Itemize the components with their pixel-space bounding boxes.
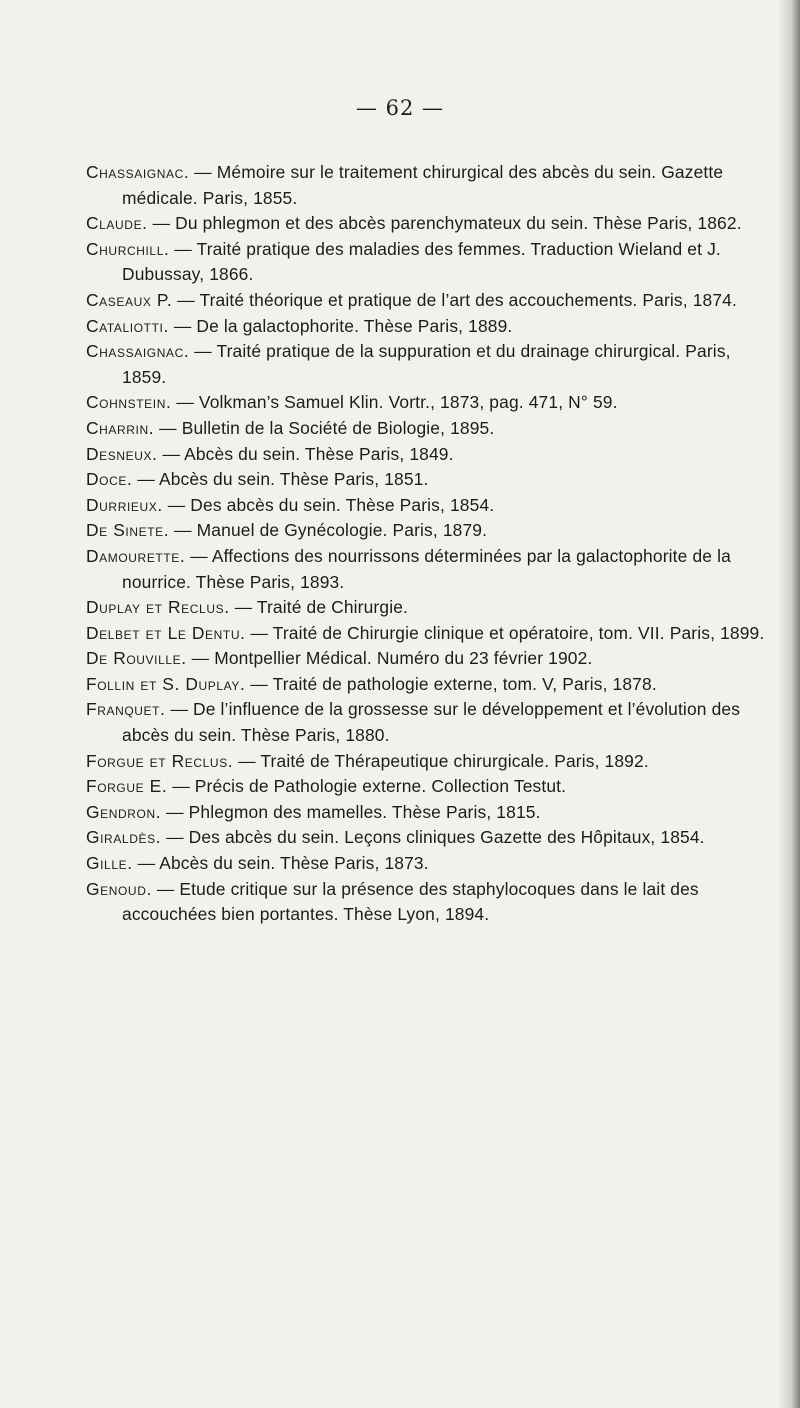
bibliography-entry (86, 877, 776, 928)
bibliography-entry (86, 339, 776, 390)
entry-text: — Des abcès du sein. Leçons cliniques Gazette des Hôpitaux, 1854. (161, 827, 705, 848)
entry-text: — Mémoire sur le traitement chirurgical des abcès du sein. Gazette médicale. Paris, 1855. (122, 162, 724, 208)
entry-author: Cohnstein. (86, 392, 172, 413)
entry-text: — Bulletin de la Société de Biologie, 1895. (154, 417, 495, 438)
bibliography-entry (86, 288, 776, 314)
entry-author: Caseaux P. (86, 289, 173, 310)
bibliography-entry (86, 621, 776, 647)
entry-text: — Affections des nourrissons déterminées par la galactophorite de la nourrice. Thèse Paris, 1893. (122, 545, 731, 592)
entry-author: Doce. (86, 469, 133, 490)
entry-text: — Etude critique sur la présence des staphylocoques dans le lait des accouchées bien portantes. Thèse Lyon, 1894. (122, 878, 699, 925)
entry-author: Giraldès. (86, 827, 162, 848)
bibliography-entry (86, 800, 776, 826)
entry-text: — Abcès du sein. Thèse Paris, 1873. (132, 853, 429, 874)
entry-author: De Rouville. (86, 648, 187, 669)
entry-text: — Traité pratique des maladies des femmes. Traduction Wieland et J. Dubussay, 1866. (122, 238, 721, 285)
bibliography-entry (86, 314, 776, 340)
bibliography-entry (86, 646, 776, 672)
entry-author: Claude. (86, 213, 148, 234)
entry-author: Duplay et Reclus. (86, 597, 230, 618)
entry-text: — Abcès du sein. Thèse Paris, 1851. (132, 469, 429, 490)
bibliography-entry (86, 851, 776, 877)
bibliography-entry (86, 493, 776, 519)
entry-text: — Traité de pathologie externe, tom. V, Paris, 1878. (245, 673, 657, 694)
bibliography-entry (86, 467, 776, 493)
entry-text: — Abcès du sein. Thèse Paris, 1849. (157, 443, 454, 464)
entry-text: — Manuel de Gynécologie. Paris, 1879. (169, 520, 488, 541)
bibliography-entry (86, 518, 776, 544)
bibliography-entry (86, 390, 776, 416)
entry-author: Chassaignac. (86, 162, 190, 182)
entry-author: Follin et S. Duplay. (86, 673, 246, 694)
entry-text: — De l’influence de la grossesse sur le développement et l’évolution des abcès du sein. Thèse Paris, 1880. (122, 699, 741, 746)
entry-text: — Traité de Chirurgie. (229, 597, 409, 618)
entry-author: Churchill. (86, 238, 170, 259)
entry-author: Gendron. (86, 801, 162, 822)
bibliography-entry (86, 749, 776, 775)
entry-author: Chassaignac. (86, 341, 190, 362)
entry-text: — Des abcès du sein. Thèse Paris, 1854. (162, 494, 495, 515)
bibliography-entry (86, 825, 776, 851)
entry-author: Cataliotti. (86, 315, 169, 336)
bibliography-entry (86, 211, 776, 237)
entry-author: Forgue et Reclus. (86, 750, 234, 771)
bibliography-entry (86, 237, 776, 288)
entry-author: Durrieux. (86, 494, 163, 515)
entry-text: — Montpellier Médical. Numéro du 23 février 1902. (186, 648, 593, 669)
page-number: — 62 — (355, 96, 445, 120)
bibliography-entry (86, 697, 776, 748)
entry-author: Delbet et Le Dentu. (86, 622, 246, 643)
entry-author: De Sinete. (86, 520, 170, 541)
entry-text: — Traité de Chirurgie clinique et opératoire, tom. VII. Paris, 1899. (245, 622, 765, 643)
bibliography-entry (86, 672, 776, 698)
bibliography-entry (86, 160, 776, 211)
entry-author: Desneux. (86, 443, 158, 464)
entry-author: Gille. (86, 853, 133, 874)
entry-text: — Volkman’s Samuel Klin. Vortr., 1873, pag. 471, N° 59. (171, 392, 618, 413)
entry-text: — Traité pratique de la suppuration et du drainage chirurgical. Paris, 1859. (122, 341, 731, 387)
entry-text: — Du phlegmon et des abcès parenchymateux du sein. Thèse Paris, 1862. (147, 213, 742, 234)
entry-text: — Traité théorique et pratique de l’art des accouchements. Paris, 1874. (172, 289, 737, 310)
entry-author: Genoud. (86, 878, 152, 899)
entry-author: Damourette. (86, 545, 186, 566)
entry-author: Charrin. (86, 417, 155, 438)
entry-author: Forgue E. (86, 776, 168, 797)
bibliography-entry (86, 774, 776, 800)
bibliography-entry (86, 544, 776, 595)
entry-text: — Traité de Thérapeutique chirurgicale. Paris, 1892. (233, 750, 649, 771)
entry-text: — Phlegmon des mamelles. Thèse Paris, 1815. (161, 801, 541, 822)
page-edge-shadow (778, 0, 800, 1408)
entry-author: Franquet. (86, 699, 166, 720)
entry-text: — De la galactophorite. Thèse Paris, 1889. (168, 315, 513, 336)
bibliography-entry (86, 595, 776, 621)
bibliography-list (86, 160, 776, 928)
entry-text: — Précis de Pathologie externe. Collection Testut. (167, 776, 567, 797)
bibliography-entry (86, 442, 776, 468)
bibliography-entry (86, 416, 776, 442)
